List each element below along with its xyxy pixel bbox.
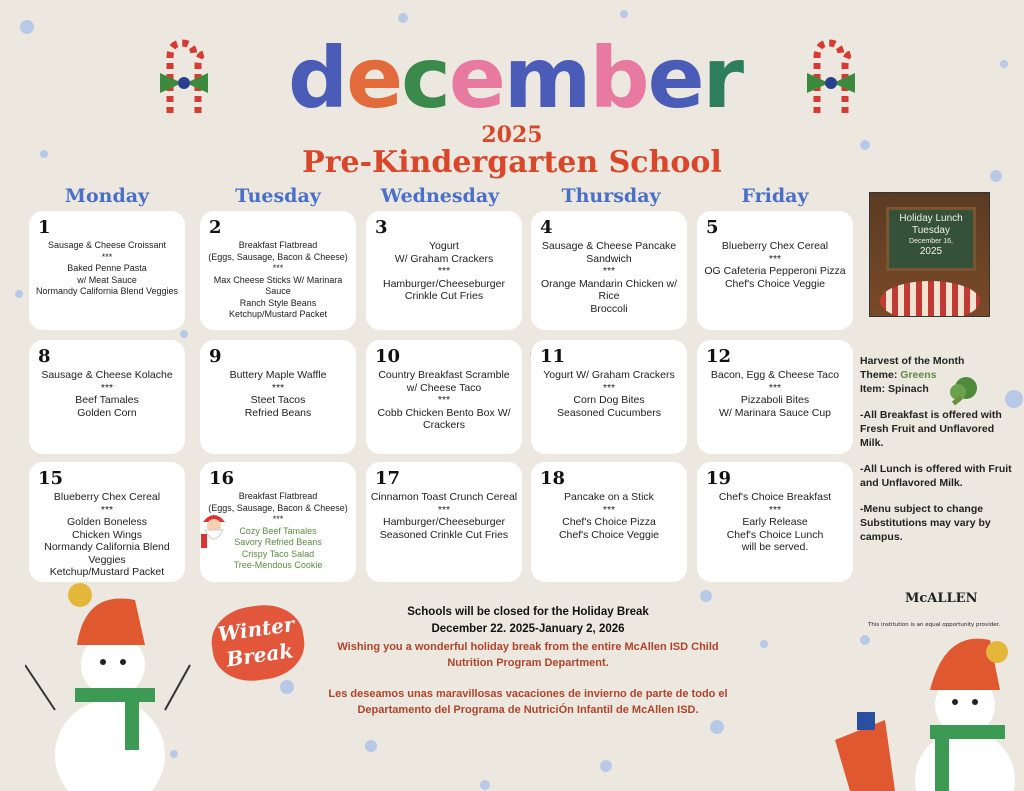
harvest-item: Item: Spinach — [860, 383, 929, 395]
day-number: 19 — [706, 468, 732, 489]
snow-dot — [365, 740, 377, 752]
day-cell — [531, 211, 687, 330]
snow-dot — [15, 290, 23, 298]
menu-item: *** — [272, 514, 284, 524]
title-letter: e — [346, 29, 402, 127]
day-number: 10 — [375, 346, 401, 367]
menu-item: Crispy Taco Salad — [241, 548, 315, 559]
holiday-line2: Tuesday — [912, 225, 950, 236]
menu-item: Golden Corn — [77, 406, 137, 419]
menu-item: Orange Mandarin Chicken w/ — [541, 277, 677, 290]
menu-item: Sandwich — [586, 252, 632, 265]
menu-item: Country Breakfast Scramble — [378, 369, 510, 381]
menu-item: Corn Dog Bites — [573, 394, 645, 406]
menu-item: Savory Refried Beans — [234, 537, 322, 547]
theme-value: Greens — [900, 369, 937, 381]
menu-item: (Eggs, Sausage, Bacon & Cheese) — [208, 251, 348, 262]
title-letter: c — [401, 29, 449, 127]
menu-item: Yogurt W/ Graham Crackers — [543, 369, 675, 381]
break-label: Break — [224, 638, 295, 672]
menu-item: *** — [768, 381, 782, 394]
menu-item: Hamburger/Cheeseburger — [383, 277, 505, 290]
menu-item: *** — [437, 503, 451, 516]
wishes-spanish: Les deseamos unas maravillosas vacaciones de invierno de parte de todo el Departamento del Programa de NutriciÓn Infantil de McAllen ISD. — [328, 688, 728, 716]
menu-item: Ketchup/Mustard Packet — [228, 309, 328, 319]
mcallen-logo — [905, 591, 977, 607]
menu-item: Chef's Choice Veggie — [558, 528, 660, 541]
day-number: 1 — [38, 217, 51, 238]
menu-item: Normandy California Blend Veggies — [35, 286, 179, 296]
menu-item: Baked Penne Pasta — [67, 263, 147, 273]
snow-dot — [1000, 60, 1008, 68]
menu-item: Pizzaboli Bites — [740, 394, 810, 406]
menu-item: Early Release — [742, 516, 808, 528]
day-cell — [366, 211, 522, 330]
menu-item: *** — [768, 503, 782, 516]
menu-item: Refried Beans — [244, 406, 312, 419]
snow-dot — [180, 330, 188, 338]
menu-item: W/ Graham Crackers — [394, 252, 494, 265]
menu-item: Broccoli — [590, 302, 628, 315]
menu-item: w/ Meat Sauce — [77, 274, 137, 285]
side-notes — [860, 354, 1020, 544]
menu-item: Cinnamon Toast Crunch Cereal — [370, 491, 518, 503]
day-cell — [697, 462, 853, 582]
menu-item: Breakfast Flatbread — [238, 491, 318, 501]
menu-item: (Eggs, Sausage, Bacon & Cheese) — [208, 502, 348, 513]
menu-item: *** — [602, 381, 616, 394]
candy-cane-icon — [150, 38, 220, 118]
title-letter: e — [647, 29, 703, 127]
day-number: 9 — [209, 346, 222, 367]
menu-item: Chef's Choice Breakfast — [718, 491, 832, 503]
snow-dot — [280, 680, 294, 694]
menu-item: Blueberry Chex Cereal — [721, 240, 829, 252]
provider-statement: This institution is an equal opportunity provider. — [868, 622, 1001, 628]
day-number: 3 — [375, 217, 388, 238]
menu-item: *** — [100, 503, 114, 516]
snowman-right-icon — [825, 630, 1024, 791]
menu-item: Cozy Beef Tamales — [239, 525, 317, 536]
note-lunch: -All Lunch is offered with Fruit and Unflavored Milk. — [860, 463, 1012, 489]
day-number: 18 — [540, 468, 566, 489]
title-letter: e — [448, 29, 504, 127]
holiday-table — [880, 281, 980, 317]
menu-item: *** — [437, 394, 451, 406]
day-number: 12 — [706, 346, 732, 367]
menu-item: Rice — [598, 290, 620, 302]
snow-dot — [700, 590, 712, 602]
year: 2025 — [481, 122, 543, 148]
snow-dot — [600, 760, 612, 772]
menu-item: Blueberry Chex Cereal — [53, 491, 161, 503]
menu-item: Normandy California Blend — [44, 541, 170, 553]
snow-dot — [710, 720, 724, 734]
holiday-chalkboard — [886, 207, 976, 271]
day-number: 15 — [38, 468, 64, 489]
closure-notice: Schools will be closed for the Holiday Break — [407, 606, 649, 618]
menu-item: Crackers — [422, 419, 465, 431]
note-menu-change: -Menu subject to change Substitutions may vary by campus. — [860, 503, 991, 543]
menu-item: Crinkle Cut Fries — [404, 290, 484, 302]
day-number: 2 — [209, 217, 222, 238]
menu-item: *** — [271, 381, 285, 394]
spinach-icon — [946, 374, 982, 410]
menu-item: *** — [437, 265, 451, 277]
menu-item: Veggies — [88, 553, 126, 566]
school-title: Pre-Kindergarten School — [302, 145, 722, 180]
day-header-friday: Friday — [741, 185, 809, 207]
day-cell — [366, 340, 522, 454]
snowman-left-icon — [25, 570, 195, 791]
menu-item: Buttery Maple Waffle — [229, 369, 327, 381]
menu-item: Seasoned Crinkle Cut Fries — [379, 528, 509, 541]
day-cell — [366, 462, 522, 582]
menu-item: Chef's Choice Lunch — [726, 528, 824, 541]
day-cell — [531, 462, 687, 582]
day-cell — [200, 211, 356, 330]
snow-dot — [398, 13, 408, 23]
day-number: 17 — [375, 468, 401, 489]
day-cell — [29, 211, 185, 330]
day-header-tuesday: Tuesday — [235, 185, 321, 207]
menu-item: Steet Tacos — [250, 394, 306, 406]
day-cell — [697, 340, 853, 454]
holiday-line1: Holiday Lunch — [899, 213, 963, 224]
holiday-line3: December 16, — [909, 238, 953, 245]
menu-item: Chicken Wings — [71, 528, 143, 541]
winter-break-badge — [207, 600, 308, 686]
logo-text: McALLEN — [905, 591, 978, 606]
day-cell — [29, 462, 185, 582]
menu-item: Sausage & Cheese Croissant — [47, 240, 167, 250]
snow-dot — [480, 780, 490, 790]
menu-item: Seasoned Cucumbers — [557, 406, 661, 419]
day-header-monday: Monday — [64, 185, 150, 207]
menu-item: Pancake on a Stick — [564, 491, 654, 503]
day-header-thursday: Thursday — [561, 185, 661, 207]
menu-item: Ketchup/Mustard Packet — [49, 566, 165, 578]
menu-item: Hamburger/Cheeseburger — [383, 516, 505, 528]
day-number: 5 — [706, 217, 719, 238]
menu-item: Chef's Choice Veggie — [724, 277, 826, 290]
snow-dot — [20, 20, 34, 34]
menu-item: W/ Marinara Sauce Cup — [718, 406, 832, 419]
menu-item: OG Cafeteria Pepperoni Pizza — [704, 265, 846, 277]
day-number: 4 — [540, 217, 553, 238]
closure-dates: December 22. 2025-January 2, 2026 — [431, 623, 625, 635]
winter-label: Winter — [216, 611, 296, 647]
menu-item: *** — [101, 251, 113, 262]
title-letter: m — [503, 29, 590, 127]
menu-item: Chef's Choice Pizza — [562, 516, 656, 528]
wishes-english: Wishing you a wonderful holiday break from the entire McAllen ISD Child Nutrition Program Department. — [337, 641, 719, 669]
candy-cane-icon — [797, 38, 867, 118]
day-number: 8 — [38, 346, 51, 367]
title-letter: d — [288, 29, 347, 127]
menu-item: *** — [602, 503, 616, 516]
snow-dot — [760, 640, 768, 648]
menu-item: *** — [272, 263, 284, 273]
menu-item: Yogurt — [429, 240, 459, 252]
menu-item: Bacon, Egg & Cheese Taco — [710, 369, 840, 381]
menu-item: Beef Tamales — [75, 394, 139, 406]
menu-item: will be served. — [741, 541, 809, 553]
day-cell — [531, 340, 687, 454]
day-cell — [200, 340, 356, 454]
menu-item: *** — [768, 252, 782, 265]
title-letter: r — [702, 29, 742, 127]
holiday-line4: 2025 — [919, 246, 943, 257]
menu-item: Sausage & Cheese Kolache — [41, 369, 173, 381]
menu-item: Golden Boneless — [67, 516, 147, 528]
theme-label: Theme: — [860, 369, 898, 381]
title-letter: b — [589, 29, 648, 127]
menu-item: Cobb Chicken Bento Box W/ — [377, 406, 511, 419]
month-title — [250, 30, 780, 126]
snow-dot — [620, 10, 628, 18]
day-number: 16 — [209, 468, 235, 489]
day-cell — [697, 211, 853, 330]
note-breakfast: -All Breakfast is offered with Fresh Fruit and Unflavored Milk. — [860, 409, 1002, 449]
menu-item: *** — [100, 381, 114, 394]
menu-item: Max Cheese Sticks W/ Marinara Sauce — [213, 274, 343, 296]
santa-icon — [199, 508, 229, 548]
menu-item: Tree-Mendous Cookie — [233, 560, 323, 570]
menu-item: w/ Cheese Taco — [406, 381, 482, 394]
day-number: 11 — [540, 346, 566, 367]
holiday-lunch-image — [869, 192, 990, 317]
menu-item: Breakfast Flatbread — [238, 240, 318, 250]
day-cell — [29, 340, 185, 454]
menu-item: *** — [602, 265, 616, 277]
menu-item: Sausage & Cheese Pancake — [541, 240, 677, 252]
day-header-wednesday: Wednesday — [380, 185, 500, 207]
harvest-title: Harvest of the Month — [860, 355, 965, 367]
menu-item: Ranch Style Beans — [239, 297, 317, 308]
